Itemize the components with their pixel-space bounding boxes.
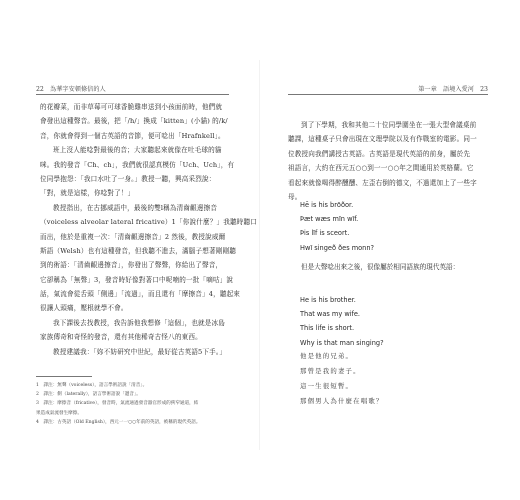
text-line: 位教授向我們講授古英語。古英語是現代英語的前身，屬於先 xyxy=(288,149,471,158)
footnote: 2 譯注：側（laterally），語言學術語說「邊音」。 xyxy=(36,392,141,398)
verse-line: Why is that man singing? xyxy=(300,338,384,347)
footnote: 4 譯注：古英語（Old English），西元一一○○年前的英語，被稱的現代英語。 xyxy=(36,419,201,425)
text-line: 聽課，這種桌子只會出現在文理學院以及有作戰室的電影。同一 xyxy=(288,135,477,144)
verse-line: 那個男人為什麼在唱歌？ xyxy=(300,397,384,405)
right-body-text xyxy=(288,118,488,204)
left-body-text xyxy=(40,100,257,359)
text-line: 祖語言，大約在西元五○○到一一○○年之間通用於英格蘭。它 xyxy=(288,164,474,173)
text-line: 會發出這種聲音。最後，把「/h/」換成「kitten」(小貓) 的/k/ xyxy=(40,117,228,126)
text-line: 音，你就會得到一個古英語的音節，便可唸出「Hrafnkell」。 xyxy=(40,131,225,140)
verse-line: He is his brother. xyxy=(300,296,356,304)
text-line: 到了下學期，我和其他二十位同學圍坐在一張大型會議桌前 xyxy=(301,121,477,129)
modern-english-verse xyxy=(300,293,384,350)
text-line: （voiceless alveolar lateral fricative）1「你說什麼？」我聽時聽口 xyxy=(40,218,257,227)
verse-line: Þæt wæs mīn wīf. xyxy=(300,215,359,224)
left-header-rule xyxy=(36,94,229,95)
old-english-verse xyxy=(300,198,374,255)
verse-line: 那曾是我的妻子。 xyxy=(300,367,361,375)
right-header-rule xyxy=(288,94,488,95)
text-line: 而出，他於是重複一次：「清齒齦邊擦音」2 然後，教授說威爾 xyxy=(40,232,226,241)
chinese-translation-verse xyxy=(300,349,384,409)
left-running-header: 22 為華字安頓條信的人 xyxy=(36,86,106,93)
verse-line: 他是他的兄弟。 xyxy=(300,352,354,360)
verse-line: Þis līf is sceort. xyxy=(300,229,350,238)
text-line: 到的術語：「清齒齦邊擦音」，你發出了聲聲，你給出了聲音， xyxy=(40,261,223,270)
verse-line: That was my wife. xyxy=(300,310,361,319)
text-line: 斯語（Welsh）也有這種發音，但我聽不進去，滿腦子想著剛剛聽 xyxy=(40,246,236,255)
footnote: 1 譯注：無聲（voiceless），語言學術語說「清音」。 xyxy=(36,383,148,388)
verse-line: This life is short. xyxy=(300,324,355,333)
text-line: 位同學抱怨：「我口水吐了一身。」教授一聽，興高采烈說： xyxy=(40,174,216,183)
text-line: 母。 xyxy=(288,192,302,201)
footnote-continuation: 果造成氣流發生摩擦。 xyxy=(36,410,82,416)
right-page xyxy=(260,0,520,500)
footnotes xyxy=(36,381,231,427)
right-running-header: 第一章 語境入愛河 23 xyxy=(418,86,488,93)
footnote-rule xyxy=(36,376,92,377)
text-line: 咪。我的發音「Ch、ch」，我們就很認真模仿「Uch、Uch」，有 xyxy=(40,160,235,169)
verse-line: Hē is his brōðor. xyxy=(300,201,354,209)
verse-line: Hwī singeð ðes monn? xyxy=(300,243,375,252)
modern-english-intro: 但是大聲唸出來之後，很像屬於相同語族的現代英語： xyxy=(301,263,460,271)
text-line: 「對，就是這樣，你唸對了！」 xyxy=(40,189,135,198)
text-line: 它卻稱為「無聲」3，發音時好像對著口中呢喃的一批「嘀咕」說 xyxy=(40,275,234,284)
text-line: 看起來就像喝得醉醺醺、左歪右倒的德文，不過還加上了一些字 xyxy=(288,178,477,187)
text-line: 話，氣流會從舌頭「側邊」「流過」，而且還有「摩擦音」4，聽起來 xyxy=(40,290,241,299)
footnote: 3 譯注：摩擦音（fricative），發音時，氣流通過發音器官形成的狹窄通道，結 xyxy=(36,401,199,407)
verse-line: 這一生很短暫。 xyxy=(300,382,354,390)
text-line: 很讓人頭痛，壓根就學不會。 xyxy=(40,304,128,313)
text-line: 家族傳奇和奇怪的發音，還有其他稀奇古怪八的東西。 xyxy=(40,333,202,342)
text-line: 的花瓣菜，而非草莓可可球香脆雞串送到小孩面前時，他們就 xyxy=(40,103,223,111)
text-line: 我下課後去找教授，我告訴他我想修「這個」，也就是冰島 xyxy=(53,318,226,327)
text-line: 班上沒人能唸對最後的音；大家聽起來就像在吐毛球的貓 xyxy=(53,146,222,155)
text-line: 教授建議我：「妳不妨研究中世紀，最好從古英語5下手。」 xyxy=(53,347,227,356)
text-line: 教授指出，在古挪威語中，最後的雙l稱為清齒齦邊擦音 xyxy=(53,203,218,212)
